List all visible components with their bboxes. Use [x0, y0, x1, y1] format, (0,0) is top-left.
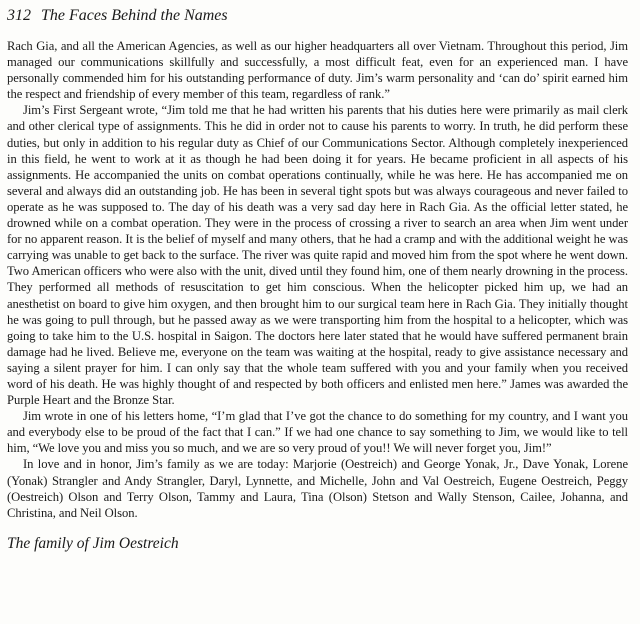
signature-line: The family of Jim Oestreich — [7, 534, 179, 552]
running-title: The Faces Behind the Names — [41, 7, 228, 24]
page-number: 312 — [7, 7, 31, 24]
paragraph-first-sergeant: Jim’s First Sergeant wrote, “Jim told me that he had written his parents that his duties here were primarily as mail clerk and other clerical type of assignments. This he did in order not to cause his parents to worry. In truth, he did perform these duties, but only in addition to his regular duty as Chief of our Communications Sector. Although completely inexperienced in this field, he went to work at it as though he had been doing it for years. He became proficient in all aspects of his assignments. He accompanied the units on combat operations continually, while he was here. He has accompanied me on several and always did an outstanding job. He has been in several tight spots but was always courageous and never failed to operate as he was supposed to. The day of his death was a very sad day here in Rach Gia. As the official letter stated, he drowned while on a combat operation. They were in the process of crossing a river to search an area when Jim went under for no apparent reason. It is the belief of myself and many others, that he had a cramp and with the additional weight he was carrying was unable to get back to the surface. The river was quite rapid and moved him from the spot where he went down. Two American officers who were also with the unit, dived until they found him, one of them nearly drowning in the process. They performed all methods of resuscitation to get him conscious. When the helicopter picked him up, we had an anesthetist on board to give him oxygen, and then brought him to our surgical team here in Rach Gia. They initially thought he was going to pull through, but he passed away as we were transporting him from the hospital to a helicopter, which was going to take him to the U.S. hospital in Saigon. The doctors here later stated that he would have suffered permanent brain damage had he lived. Believe me, everyone on the team was waiting at the hospital, ready to give assistance necessary and saying a silent prayer for him. I can only say that the whole team suffered with you and your family when you received word of his death. He was highly thought of and respected by both officers and enlisted men here.” James was awarded the Purple Heart and the Bronze Star. — [7, 103, 628, 408]
paragraph-family-list: In love and in honor, Jim’s family as we are today: Marjorie (Oestreich) and George Yonak, Jr., Dave Yonak, Lorene (Yonak) Strangler and Andy Strangler, Daryl, Lynnette, and Michelle, John and Val Oestreich, Eugene Oestreich, Peggy (Oestreich) Olson and Terry Olson, Tammy and Laura, Tina (Olson) Stetson and Wally Stenson, Cailee, Johanna, and Christina, and Neil Olson. — [7, 457, 628, 520]
paragraph-letter-home: Jim wrote in one of his letters home, “I’m glad that I’ve got the chance to do something for my country, and I want you and everybody else to be proud of the fact that I can.” If we had one chance to say something to Jim, we would like to tell him, “We love you and miss you so much, and we are so very proud of you!! We will never forget you, Jim!” — [7, 409, 628, 456]
body-text — [7, 38, 628, 521]
running-header — [7, 6, 628, 26]
paragraph-continuation: Rach Gia, and all the American Agencies, as well as our higher headquarters all over Vietnam. Throughout this period, Jim managed our communications skillfully and successfully, a most difficult feat, even for an experienced man. I have personally commended him for his outstanding performance of duty. Jim’s warm personality and ‘can do’ spirit earned him the respect and friendship of every member of this team, regardless of rank.” — [7, 39, 628, 102]
